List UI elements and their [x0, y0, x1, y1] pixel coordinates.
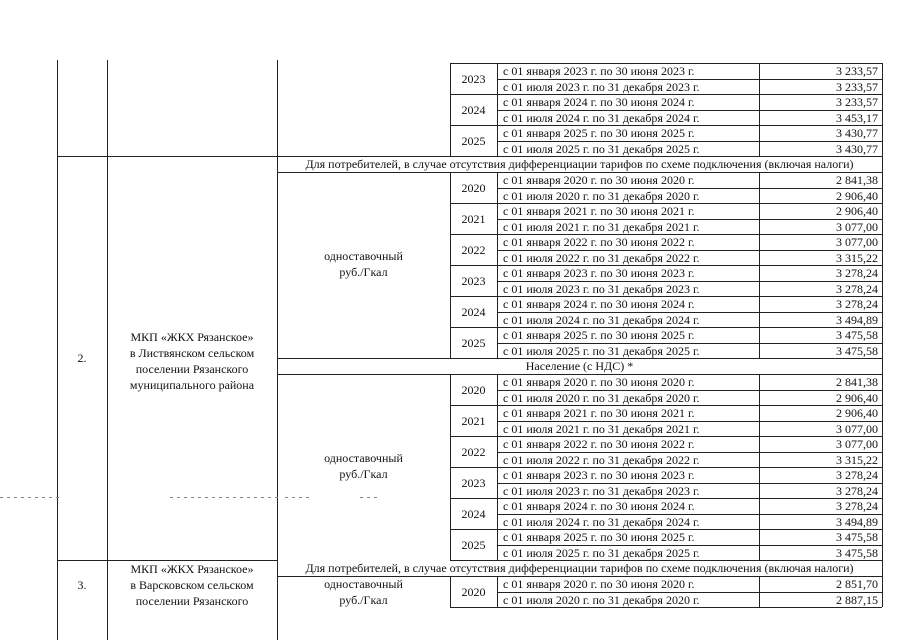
organization-name: поселении Рязанского — [135, 594, 249, 608]
period-cell: с 01 января 2022 г. по 30 июня 2022 г. — [503, 235, 695, 249]
tariff-type-label: одноставочный — [324, 577, 403, 591]
table-rule — [450, 467, 497, 468]
period-cell: с 01 января 2023 г. по 30 июня 2023 г. — [503, 266, 695, 280]
table-rule — [450, 94, 497, 95]
year-cell: 2025 — [461, 335, 486, 350]
tariff-value-cell: 3 430,77 — [836, 126, 878, 140]
period-cell: с 01 июля 2025 г. по 31 декабря 2025 г. — [503, 141, 700, 156]
tariff-value-cell: 3 475,58 — [836, 545, 878, 560]
period-cell: с 01 января 2025 г. по 30 июня 2025 г. — [503, 328, 695, 342]
tariff-value-cell: 2 906,40 — [836, 204, 878, 218]
period-cell: с 01 января 2025 г. по 30 июня 2025 г. — [503, 126, 695, 140]
tariff-value-cell: 3 475,58 — [836, 530, 878, 544]
year-cell: 2023 — [461, 71, 486, 86]
period-cell: с 01 июля 2022 г. по 31 декабря 2022 г. — [503, 250, 700, 265]
period-cell: с 01 июля 2025 г. по 31 декабря 2025 г. — [503, 343, 700, 358]
period-cell: с 01 июля 2023 г. по 31 декабря 2023 г. — [503, 483, 700, 498]
period-cell: с 01 июля 2025 г. по 31 декабря 2025 г. — [503, 545, 700, 560]
period-cell: с 01 июля 2020 г. по 31 декабря 2020 г. — [503, 390, 700, 405]
period-cell: с 01 января 2020 г. по 30 июня 2020 г. — [503, 577, 695, 591]
period-cell: с 01 июля 2022 г. по 31 декабря 2022 г. — [503, 452, 700, 467]
year-cell: 2020 — [461, 584, 486, 599]
period-cell: с 01 января 2024 г. по 30 июня 2024 г. — [503, 297, 695, 311]
organization-name: муниципального района — [129, 378, 255, 392]
period-cell: с 01 января 2021 г. по 30 июня 2021 г. — [503, 204, 695, 218]
period-cell: с 01 января 2023 г. по 30 июня 2023 г. — [503, 468, 695, 482]
table-rule — [107, 60, 108, 156]
table-rule — [450, 498, 497, 499]
organization-name: в Варсковском сельском — [130, 578, 254, 592]
tariff-value-cell: 2 887,15 — [836, 592, 878, 607]
tariff-value-cell: 3 077,00 — [836, 437, 878, 451]
section-header: Для потребителей, в случае отсутствия дифференциации тарифов по схеме подключения (включая налоги) — [305, 561, 854, 575]
tariff-value-cell: 3 494,89 — [836, 514, 878, 529]
tariff-value-cell: 3 233,57 — [836, 79, 878, 94]
period-cell: с 01 июля 2021 г. по 31 декабря 2021 г. — [503, 421, 700, 436]
period-cell: с 01 января 2022 г. по 30 июня 2022 г. — [503, 437, 695, 451]
year-cell: 2023 — [461, 273, 486, 288]
table-rule — [450, 327, 497, 328]
table-rule — [450, 374, 451, 560]
tariff-value-cell: 2 841,38 — [836, 375, 878, 389]
tariff-type-label: одноставочный — [324, 249, 403, 263]
table-rule — [450, 405, 497, 406]
scan-noise — [0, 497, 60, 498]
table-rule — [450, 63, 451, 156]
table-rule — [450, 125, 497, 126]
tariff-value-cell: 2 906,40 — [836, 390, 878, 405]
scan-noise — [170, 497, 280, 498]
table-rule — [450, 234, 497, 235]
period-cell: с 01 июля 2021 г. по 31 декабря 2021 г. — [503, 219, 700, 234]
year-cell: 2021 — [461, 211, 486, 226]
tariff-value-cell: 3 315,22 — [836, 452, 878, 467]
table-rule — [882, 560, 883, 607]
table-rule — [450, 265, 497, 266]
year-cell: 2023 — [461, 475, 486, 490]
tariff-value-cell: 3 475,58 — [836, 328, 878, 342]
tariff-value-cell: 3 278,24 — [836, 297, 878, 311]
year-cell: 2022 — [461, 242, 486, 257]
period-cell: с 01 января 2021 г. по 30 июня 2021 г. — [503, 406, 695, 420]
tariff-unit-label: руб./Гкал — [339, 265, 388, 279]
table-rule — [497, 576, 498, 607]
period-cell: с 01 июля 2024 г. по 31 декабря 2024 г. — [503, 110, 700, 125]
tariff-value-cell: 2 906,40 — [836, 188, 878, 203]
table-rule — [759, 374, 760, 560]
table-rule — [450, 172, 451, 358]
table-rule — [497, 63, 498, 156]
year-cell: 2024 — [461, 102, 486, 117]
table-rule — [57, 560, 58, 640]
tariff-value-cell: 3 475,58 — [836, 343, 878, 358]
table-rule — [450, 203, 497, 204]
table-rule — [277, 560, 278, 640]
organization-name: поселении Рязанского — [135, 362, 249, 376]
period-cell: с 01 июля 2024 г. по 31 декабря 2024 г. — [503, 514, 700, 529]
tariff-unit-label: руб./Гкал — [339, 467, 388, 481]
period-cell: с 01 января 2020 г. по 30 июня 2020 г. — [503, 375, 695, 389]
organization-name: МКП «ЖКХ Рязанское» — [130, 562, 254, 576]
table-rule — [57, 560, 277, 561]
table-rule — [450, 529, 497, 530]
section-header: Для потребителей, в случае отсутствия дифференциации тарифов по схеме подключения (включая налоги) — [305, 157, 854, 171]
tariff-value-cell: 2 851,70 — [836, 577, 878, 591]
tariff-value-cell: 3 077,00 — [836, 235, 878, 249]
tariff-value-cell: 3 077,00 — [836, 421, 878, 436]
table-rule — [277, 156, 278, 560]
table-rule — [759, 172, 760, 358]
table-rule — [277, 60, 278, 156]
tariff-value-cell: 2 906,40 — [836, 406, 878, 420]
tariff-value-cell: 2 841,38 — [836, 173, 878, 187]
tariff-value-cell: 3 278,24 — [836, 483, 878, 498]
table-rule — [759, 63, 760, 156]
table-rule — [450, 436, 497, 437]
period-cell: с 01 января 2020 г. по 30 июня 2020 г. — [503, 173, 695, 187]
tariff-value-cell: 3 233,57 — [836, 64, 878, 78]
year-cell: 2025 — [461, 133, 486, 148]
period-cell: с 01 июля 2023 г. по 31 декабря 2023 г. — [503, 79, 700, 94]
tariff-value-cell: 3 077,00 — [836, 219, 878, 234]
tariff-type-label: одноставочный — [324, 451, 403, 465]
table-rule — [450, 296, 497, 297]
tariff-value-cell: 3 315,22 — [836, 250, 878, 265]
year-cell: 2025 — [461, 537, 486, 552]
period-cell: с 01 января 2023 г. по 30 июня 2023 г. — [503, 64, 695, 78]
row-number: 2. — [77, 351, 87, 365]
table-rule — [450, 607, 882, 608]
year-cell: 2021 — [461, 413, 486, 428]
scan-noise — [360, 497, 378, 498]
scan-noise — [285, 497, 310, 498]
tariff-value-cell: 3 233,57 — [836, 95, 878, 109]
year-cell: 2024 — [461, 304, 486, 319]
period-cell: с 01 января 2024 г. по 30 июня 2024 г. — [503, 95, 695, 109]
table-rule — [450, 576, 451, 607]
row-number: 3. — [77, 578, 87, 592]
period-cell: с 01 июля 2023 г. по 31 декабря 2023 г. — [503, 281, 700, 296]
table-rule — [497, 374, 498, 560]
tariff-value-cell: 3 453,17 — [836, 110, 878, 125]
period-cell: с 01 января 2025 г. по 30 июня 2025 г. — [503, 530, 695, 544]
tariff-value-cell: 3 278,24 — [836, 499, 878, 513]
table-rule — [882, 156, 883, 560]
organization-name: в Листвянском сельском — [129, 346, 255, 360]
period-cell: с 01 июля 2020 г. по 31 декабря 2020 г. — [503, 592, 700, 607]
tariff-unit-label: руб./Гкал — [339, 593, 388, 607]
period-cell: с 01 января 2024 г. по 30 июня 2024 г. — [503, 499, 695, 513]
section-header: Население (с НДС) * — [525, 359, 634, 373]
tariff-value-cell: 3 430,77 — [836, 141, 878, 156]
year-cell: 2020 — [461, 382, 486, 397]
table-rule — [57, 60, 58, 156]
table-rule — [57, 156, 277, 157]
organization-name: МКП «ЖКХ Рязанское» — [130, 330, 254, 344]
period-cell: с 01 июля 2024 г. по 31 декабря 2024 г. — [503, 312, 700, 327]
year-cell: 2020 — [461, 180, 486, 195]
table-rule — [759, 576, 760, 607]
year-cell: 2024 — [461, 506, 486, 521]
year-cell: 2022 — [461, 444, 486, 459]
table-rule — [882, 63, 883, 156]
tariff-value-cell: 3 278,24 — [836, 468, 878, 482]
tariff-value-cell: 3 278,24 — [836, 281, 878, 296]
table-rule — [497, 172, 498, 358]
tariff-value-cell: 3 278,24 — [836, 266, 878, 280]
period-cell: с 01 июля 2020 г. по 31 декабря 2020 г. — [503, 188, 700, 203]
tariff-value-cell: 3 494,89 — [836, 312, 878, 327]
